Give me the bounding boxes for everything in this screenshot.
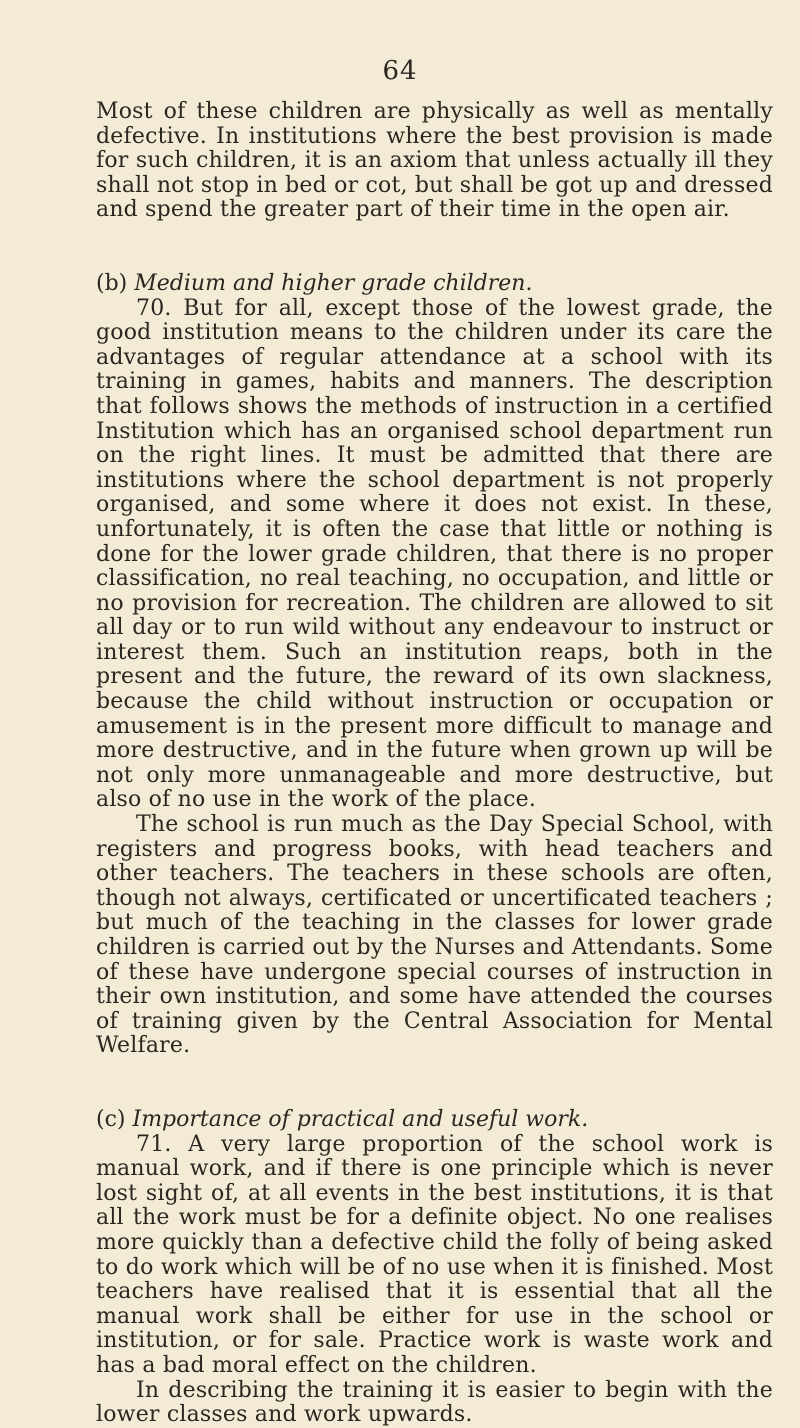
spacer: [96, 1059, 773, 1108]
paragraph-intro: Most of these children are physically as well as mentally defective. In institutions where the best provision is made for such children, it is an axiom that unless actually ill they shall not stop in bed or cot, but shall be got up and dressed and spend the greater part of their time in the open air.: [96, 99, 773, 223]
paragraph-71-continued: In describing the training it is easier to begin with the lower classes and work upwards.: [96, 1377, 773, 1428]
section-heading-c: [96, 1108, 773, 1133]
section-label-b: (b): [96, 270, 128, 296]
page-number: 64: [382, 56, 418, 86]
section-heading-b: [96, 272, 773, 297]
section-label-c: (c): [96, 1106, 126, 1132]
body-text: [96, 100, 773, 1428]
paragraph-70: 70. But for all, except those of the lowest grade, the good institution means to the children under its care the advantages of regular attendance at a school with its training in games, habits and manners. The description that follows shows the methods of instruction in a certified Institution which has an organised school department run on the right lines. It must be admitted that there are institutions where the school department is not properly organised, and some where it does not exist. In these, unfortunately, it is often the case that little or nothing is done for the lower grade children, that there is no proper classification, no real teaching, no occupation, and little or no provision for recreation. The children are allowed to sit all day or to run wild without any endeavour to instruct or interest them. Such an institution reaps, both in the present and the future, the reward of its own slackness, because the child without instruction or occupation or amusement is in the present more difficult to manage and more destructive, and in the future when grown up will be not only more unmanageable and more destructive, but also of no use in the work of the place.: [96, 295, 773, 813]
section-title-b: Medium and higher grade children.: [134, 270, 533, 296]
spacer: [96, 223, 773, 272]
paragraph-70-continued: The school is run much as the Day Special School, with registers and progress books, with head teachers and other teachers. The teachers in these schools are often, though not always, certificated or uncertificated teachers ; but much of the teaching in the classes for lower grade children is carried out by the Nurses and Attendants. Some of these have undergone special courses of instruction in their own institution, and some have attended the courses of training given by the Central Association for Mental Welfare.: [96, 812, 773, 1059]
section-title-c: Importance of practical and useful work.: [132, 1106, 589, 1132]
paragraph-71: 71. A very large proportion of the school work is manual work, and if there is one principle which is never lost sight of, at all events in the best institutions, it is that all the work must be for a definite object. No one realises more quickly than a defective child the folly of being asked to do work which will be of no use when it is finished. Most teachers have realised that it is essential that all the manual work shall be either for use in the school or institution, or for sale. Practice work is waste work and has a bad moral effect on the children.: [96, 1131, 773, 1378]
